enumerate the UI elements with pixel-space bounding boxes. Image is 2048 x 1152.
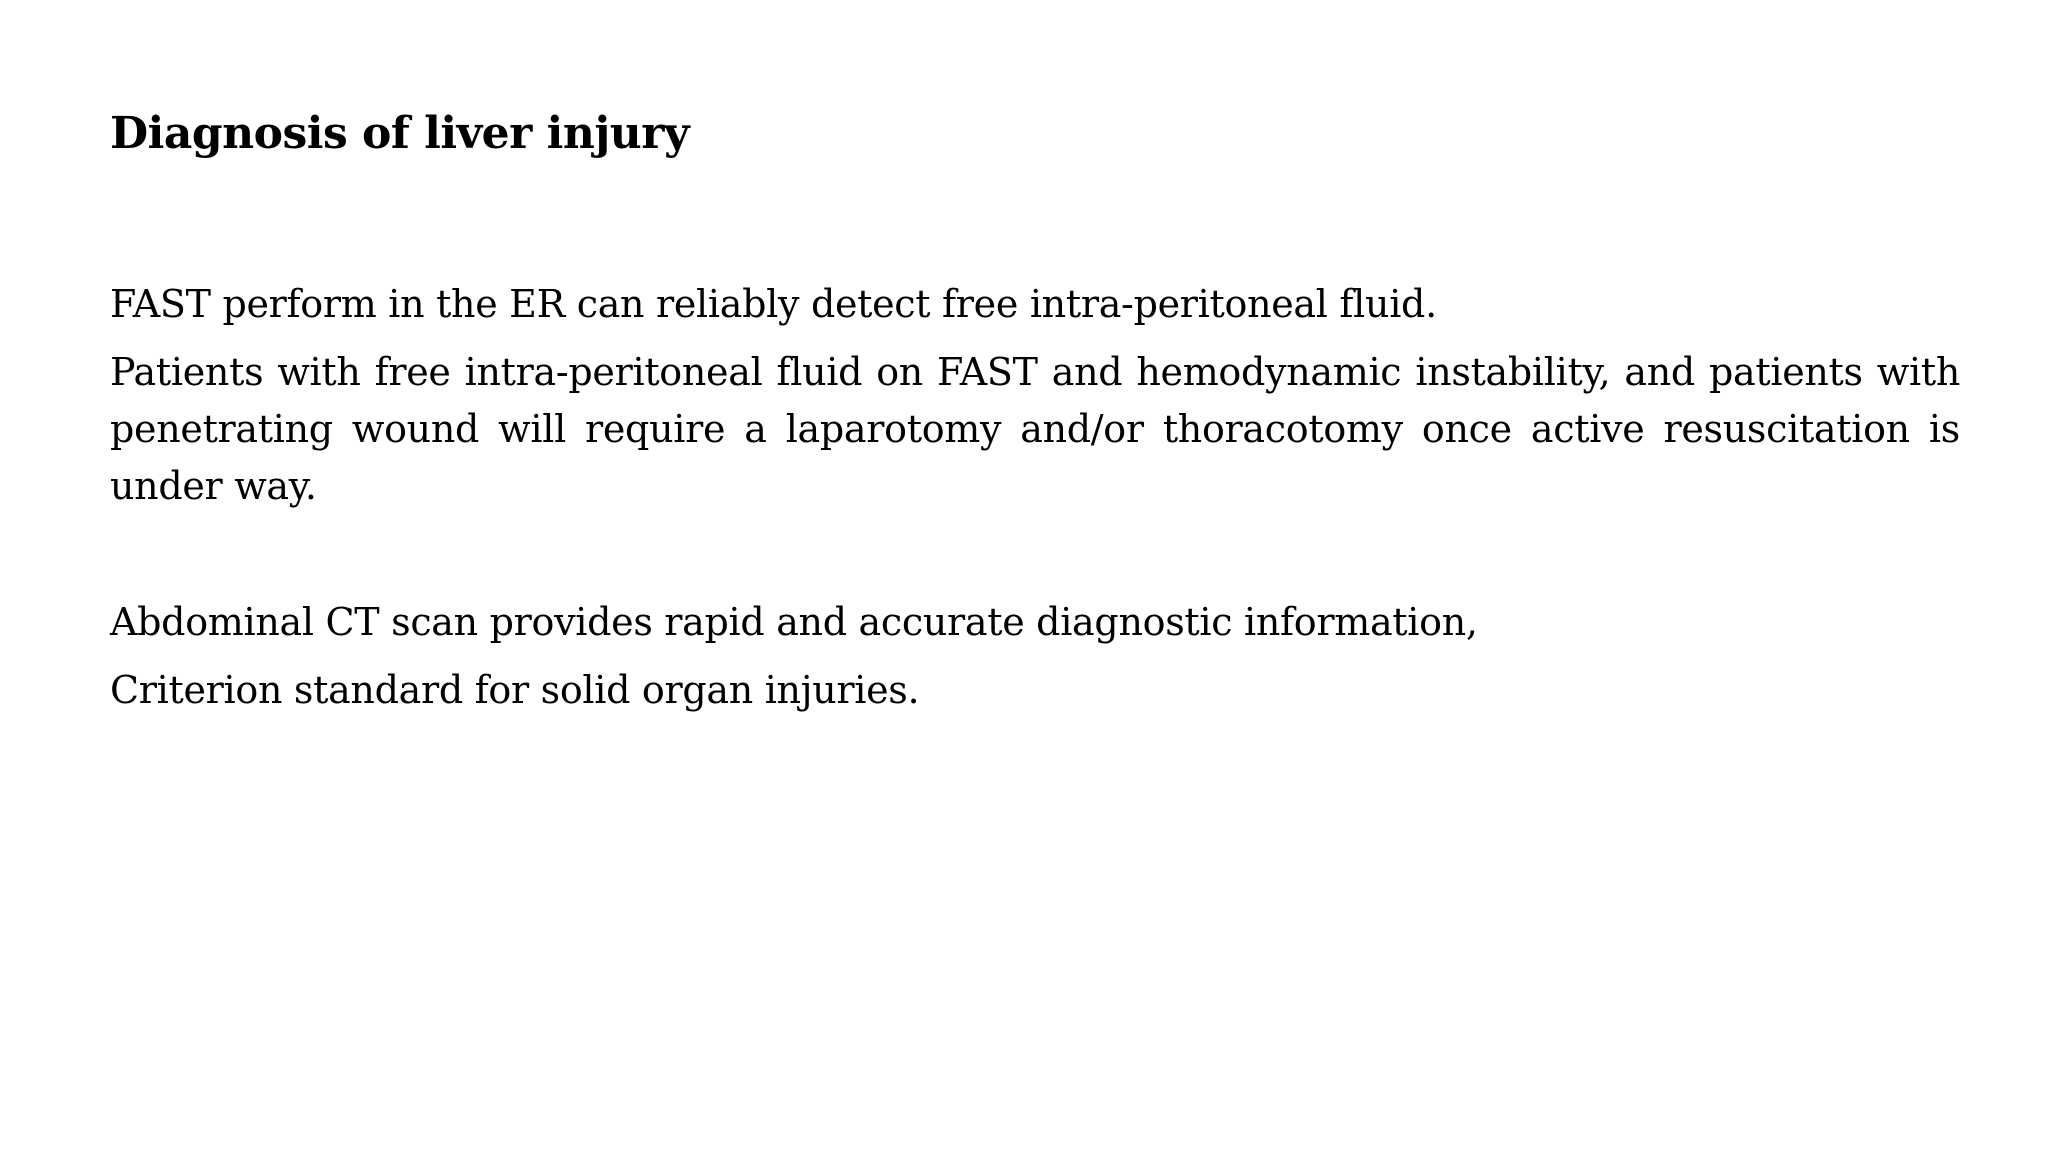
paragraph-laparotomy: Patients with free intra-peritoneal fluid on FAST and hemodynamic instability, and patients with penetrating wound will require a laparotomy and/or thoracotomy once active resuscitation is under way. — [110, 350, 1960, 508]
paragraph-fast: FAST perform in the ER can reliably detect free intra-peritoneal fluid. — [110, 282, 1437, 326]
slide-title: Diagnosis of liver injury — [110, 108, 690, 159]
paragraph-ct-scan: Abdominal CT scan provides rapid and accurate diagnostic information, — [110, 600, 1478, 644]
slide-body — [110, 276, 1960, 719]
paragraph-criterion-standard: Criterion standard for solid organ injuries. — [110, 668, 920, 712]
